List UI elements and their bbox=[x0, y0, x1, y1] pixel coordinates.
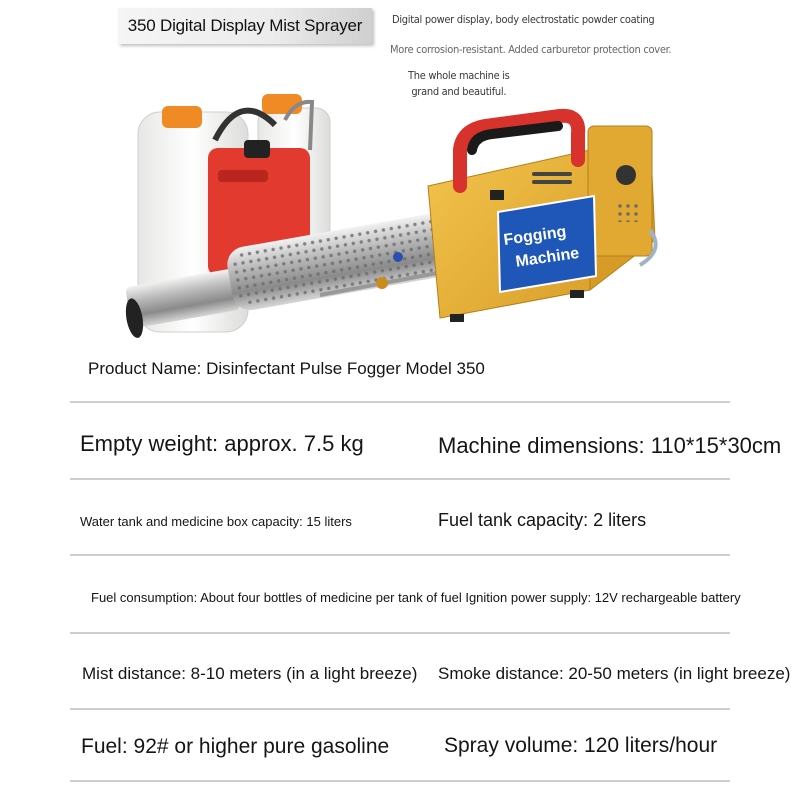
divider bbox=[70, 478, 730, 480]
spec-empty-weight: Empty weight: approx. 7.5 kg bbox=[80, 431, 364, 456]
spec-dimensions: Machine dimensions: 110*15*30cm bbox=[438, 433, 782, 458]
spec-fuel-consumption: Fuel consumption: About four bottles of medicine per tank of fuel Ignition power supply: 12V rechargeable battery bbox=[91, 590, 741, 605]
divider bbox=[70, 632, 730, 634]
spec-fuel-tank: Fuel tank capacity: 2 liters bbox=[438, 510, 647, 530]
title-banner bbox=[118, 8, 372, 44]
feature-text-powder-coating: Digital power display, body electrostatic powder coating bbox=[392, 13, 655, 26]
feature-text-carburetor-cover: More corrosion-resistant. Added carburetor protection cover. bbox=[390, 43, 672, 56]
divider bbox=[70, 780, 730, 782]
spec-fuel: Fuel: 92# or higher pure gasoline bbox=[81, 735, 390, 758]
engine-body bbox=[428, 116, 656, 322]
spec-mist-distance: Mist distance: 8-10 meters (in a light breeze) bbox=[82, 664, 418, 683]
fogging-machine-image bbox=[120, 90, 680, 350]
divider bbox=[70, 708, 730, 710]
spec-spray-volume: Spray volume: 120 liters/hour bbox=[444, 734, 718, 757]
feature-text-appearance-line1: The whole machine is bbox=[408, 69, 510, 82]
feature-text-appearance-line2: grand and beautiful. bbox=[411, 85, 507, 98]
page-title: 350 Digital Display Mist Sprayer bbox=[127, 16, 363, 35]
divider bbox=[70, 401, 730, 403]
spec-smoke-distance: Smoke distance: 20-50 meters (in light breeze) bbox=[438, 664, 791, 683]
spec-product-name: Product Name: Disinfectant Pulse Fogger Model 350 bbox=[88, 359, 485, 378]
divider bbox=[70, 554, 730, 556]
spec-water-tank: Water tank and medicine box capacity: 15 liters bbox=[80, 514, 352, 529]
label-line-1: Fogging bbox=[502, 223, 568, 249]
label-line-2: Machine bbox=[514, 244, 581, 271]
